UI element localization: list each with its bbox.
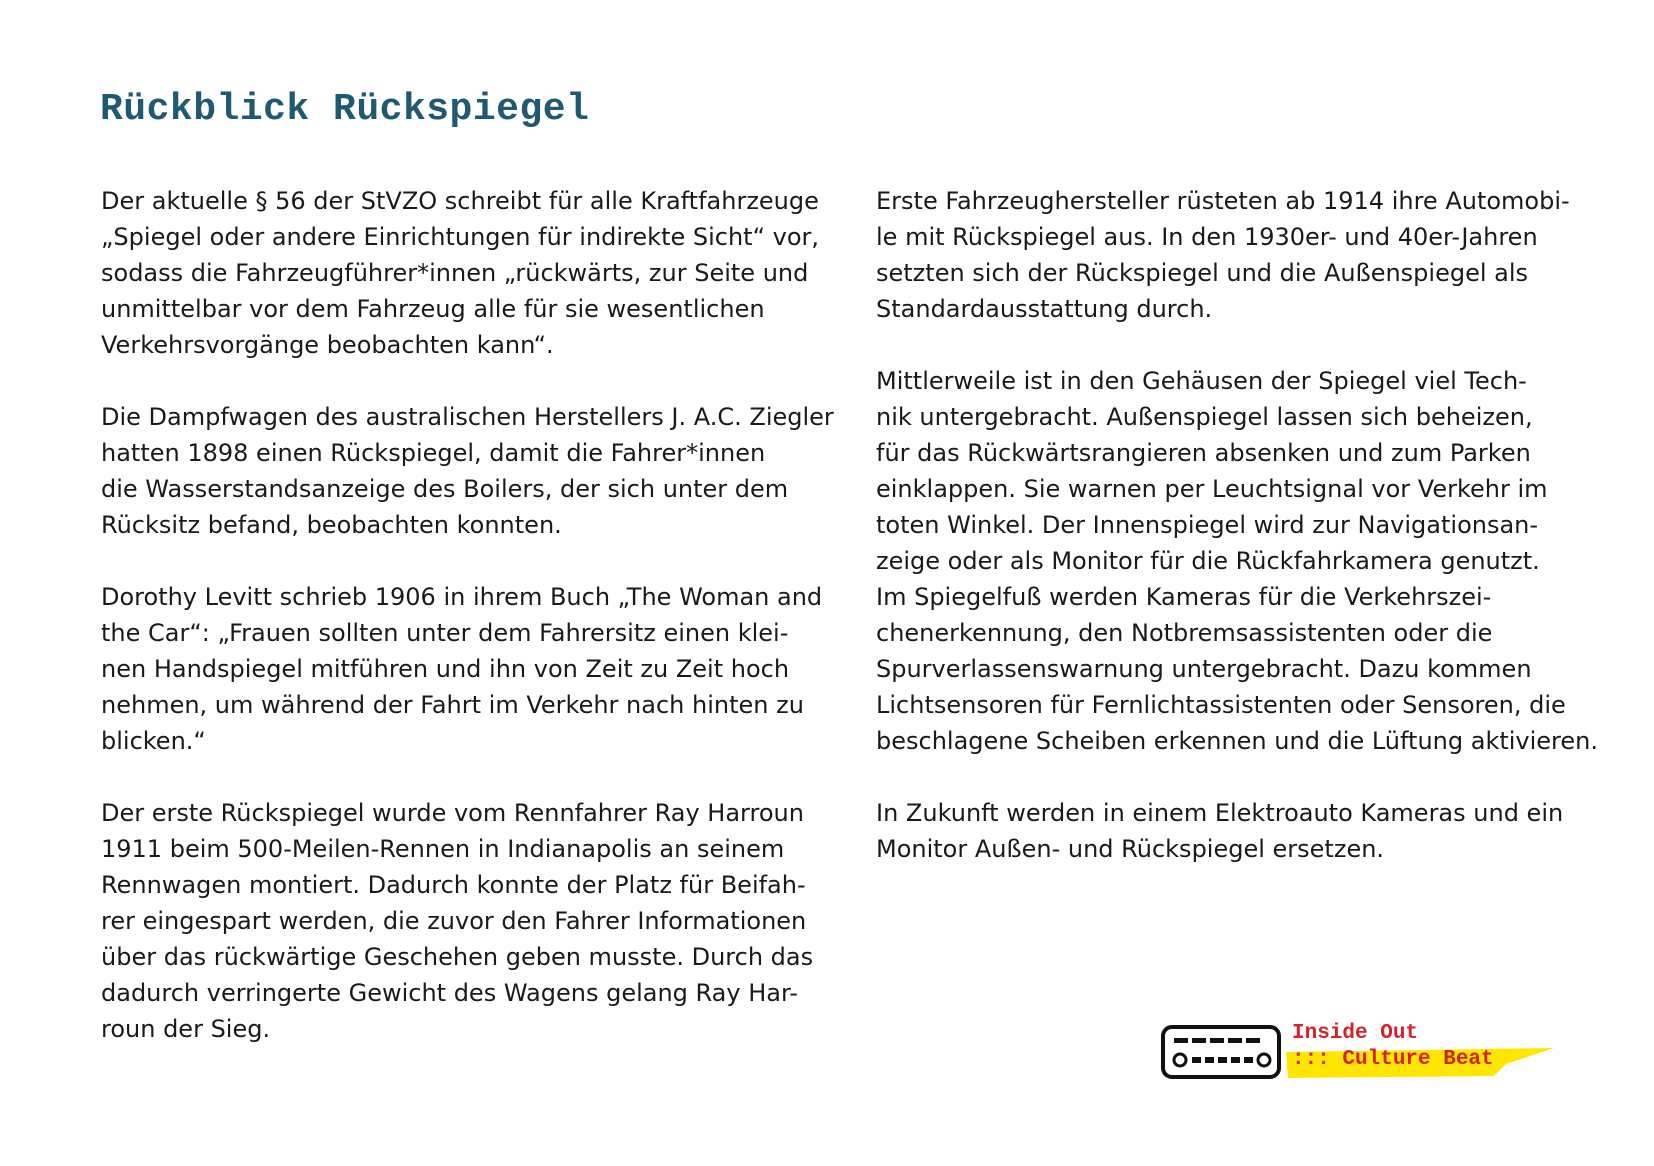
logo	[1160, 1018, 1580, 1082]
text-line: setzten sich der Rückspiegel und die Außenspiegel als	[876, 259, 1529, 287]
text-line: beschlagene Scheiben erkennen und die Lüftung aktivieren.	[876, 727, 1599, 755]
text-line: Die Dampfwagen des australischen Herstellers J. A.C. Ziegler	[101, 403, 834, 431]
text-line: nen Handspiegel mitführen und ihn von Zeit zu Zeit hoch	[101, 655, 790, 683]
text-line: hatten 1898 einen Rückspiegel, damit die Fahrer*innen	[101, 439, 766, 467]
text-line: „Spiegel oder andere Einrichtungen für indirekte Sicht“ vor,	[101, 223, 820, 251]
text-line: rer eingespart werden, die zuvor den Fahrer Informationen	[101, 907, 807, 935]
text-line: Standardausstattung durch.	[876, 295, 1213, 323]
text-line: the Car“: „Frauen sollten unter dem Fahrersitz einen klei-	[101, 619, 789, 647]
text-line: einklappen. Sie warnen per Leuchtsignal vor Verkehr im	[876, 475, 1548, 503]
text-line: dadurch verringerte Gewicht des Wagens gelang Ray Har-	[101, 979, 798, 1007]
right-column	[876, 183, 1599, 903]
paragraph	[101, 795, 821, 1047]
paragraph	[876, 363, 1599, 759]
text-line: toten Winkel. Der Innenspiegel wird zur Navigationsan-	[876, 511, 1539, 539]
paragraph	[101, 183, 821, 363]
text-line: Spurverlassenswarnung untergebracht. Dazu kommen	[876, 655, 1532, 683]
text-line: Rennwagen montiert. Dadurch konnte der Platz für Beifah-	[101, 871, 806, 899]
paragraph	[876, 795, 1576, 867]
text-line: Rücksitz befand, beobachten konnten.	[101, 511, 562, 539]
text-line: In Zukunft werden in einem Elektroauto Kameras und ein	[876, 799, 1564, 827]
text-line: Verkehrsvorgänge beobachten kann“.	[101, 331, 554, 359]
text-line: Im Spiegelfuß werden Kameras für die Verkehrszei-	[876, 583, 1492, 611]
text-line: Der aktuelle § 56 der StVZO schreibt für alle Kraftfahrzeuge	[101, 187, 819, 215]
text-line: sodass die Fahrzeugführer*innen „rückwärts, zur Seite und	[101, 259, 809, 287]
text-line: roun der Sieg.	[101, 1015, 271, 1043]
text-line: die Wasserstandsanzeige des Boilers, der sich unter dem	[101, 475, 789, 503]
text-line: für das Rückwärtsrangieren absenken und zum Parken	[876, 439, 1531, 467]
text-line: Lichtsensoren für Fernlichtassistenten oder Sensoren, die	[876, 691, 1566, 719]
paragraph	[101, 579, 821, 759]
text-line: Erste Fahrzeughersteller rüsteten ab 1914 ihre Automobi-	[876, 187, 1570, 215]
text-line: blicken.“	[101, 727, 206, 755]
radio-icon	[1160, 1024, 1282, 1080]
text-line: chenerkennung, den Notbremsassistenten oder die	[876, 619, 1493, 647]
text-line: nehmen, um während der Fahrt im Verkehr nach hinten zu	[101, 691, 804, 719]
text-line: Der erste Rückspiegel wurde vom Rennfahrer Ray Harroun	[101, 799, 804, 827]
text-line: 1911 beim 500-Meilen-Rennen in Indianapolis an seinem	[101, 835, 785, 863]
text-line: über das rückwärtige Geschehen geben musste. Durch das	[101, 943, 814, 971]
text-line: le mit Rückspiegel aus. In den 1930er- und 40er-Jahren	[876, 223, 1538, 251]
text-line: zeige oder als Monitor für die Rückfahrkamera genutzt.	[876, 547, 1540, 575]
logo-text-line1: Inside Out	[1292, 1022, 1419, 1045]
paragraph	[101, 399, 834, 543]
page-title: Rückblick Rückspiegel	[100, 88, 590, 131]
text-line: nik untergebracht. Außenspiegel lassen sich beheizen,	[876, 403, 1533, 431]
text-line: Dorothy Levitt schrieb 1906 in ihrem Buch „The Woman and	[101, 583, 823, 611]
logo-text-line2: ::: Culture Beat	[1292, 1048, 1494, 1071]
text-line: Mittlerweile ist in den Gehäusen der Spiegel viel Tech-	[876, 367, 1527, 395]
paragraph	[876, 183, 1576, 327]
text-line: unmittelbar vor dem Fahrzeug alle für sie wesentlichen	[101, 295, 765, 323]
left-column	[101, 183, 834, 1083]
text-line: Monitor Außen- und Rückspiegel ersetzen.	[876, 835, 1385, 863]
